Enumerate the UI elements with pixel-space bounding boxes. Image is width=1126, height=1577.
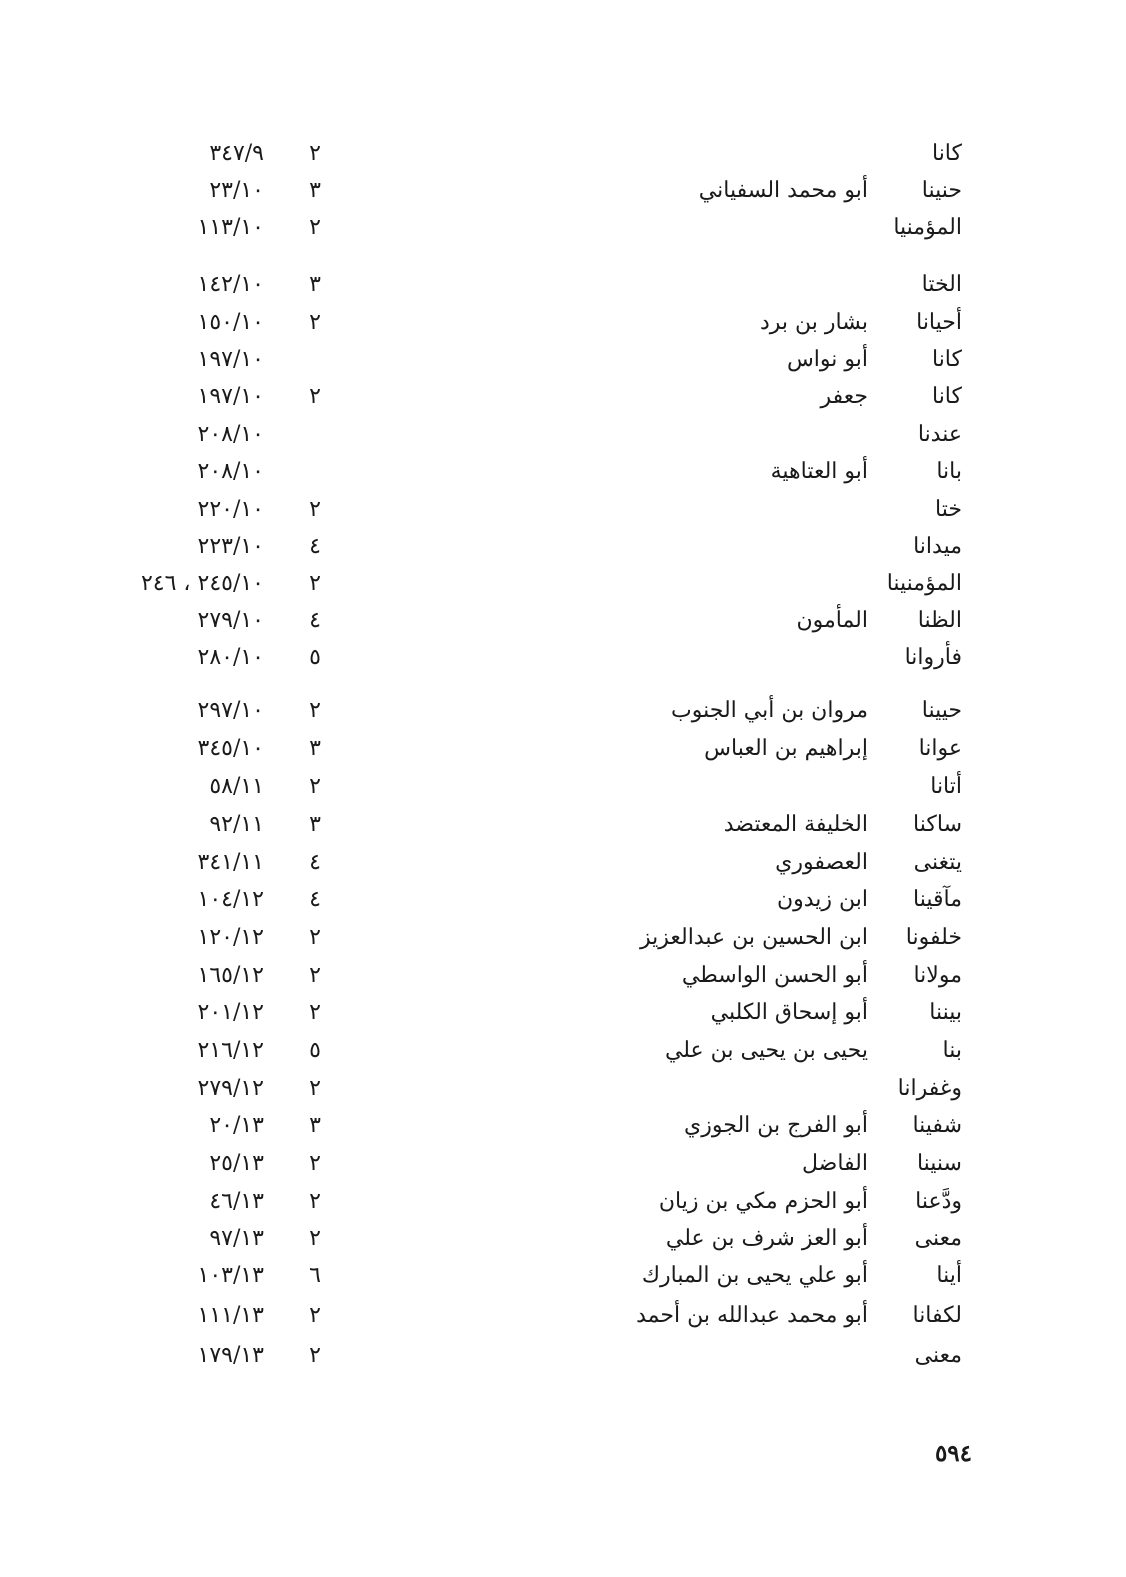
index-entry-row <box>0 137 1126 171</box>
poet-name: أبو نواس <box>786 347 868 372</box>
verse-count: ٥ <box>309 645 321 670</box>
poet-name: بشار بن برد <box>760 310 868 335</box>
rhyme-word: ميدانا <box>913 534 962 559</box>
rhyme-word: وغفرانا <box>897 1076 962 1101</box>
volume-page-reference: ٢٣/١٠ <box>209 178 264 203</box>
index-entry-row <box>0 567 1126 601</box>
verse-count: ٢ <box>309 571 321 596</box>
volume-page-reference: ٢٤٥/١٠ ، ٢٤٦ <box>140 571 264 596</box>
index-entry-row <box>0 174 1126 208</box>
rhyme-word: ساكنا <box>913 812 962 837</box>
verse-count: ٢ <box>309 774 321 799</box>
rhyme-word: أحيانا <box>916 310 962 335</box>
volume-page-reference: ٢٩٧/١٠ <box>197 698 264 723</box>
poet-name: أبو إسحاق الكلبي <box>710 1000 868 1025</box>
verse-count: ٣ <box>309 178 321 203</box>
volume-page-reference: ٩٧/١٣ <box>209 1226 264 1251</box>
poet-name: ابن الحسين بن عبدالعزيز <box>639 925 868 950</box>
poet-name: الفاضل <box>802 1151 868 1176</box>
rhyme-word: أينا <box>936 1263 962 1288</box>
verse-count: ٢ <box>309 1151 321 1176</box>
index-entry-row <box>0 641 1126 675</box>
volume-page-reference: ١٧٩/١٣ <box>197 1343 264 1368</box>
rhyme-word: الظنا <box>917 608 962 633</box>
page-number: ٥٩٤ <box>934 1440 972 1467</box>
volume-page-reference: ٢٠/١٣ <box>209 1113 264 1138</box>
index-entry-row <box>0 211 1126 245</box>
volume-page-reference: ٢٠٨/١٠ <box>197 459 264 484</box>
index-entry-row <box>0 380 1126 414</box>
index-entry-row <box>0 808 1126 842</box>
poet-name: مروان بن أبي الجنوب <box>671 698 868 723</box>
volume-page-reference: ١٩٧/١٠ <box>197 347 264 372</box>
verse-count: ٢ <box>309 1226 321 1251</box>
index-entry-row <box>0 883 1126 917</box>
poet-name: أبو الحزم مكي بن زيان <box>658 1189 868 1214</box>
rhyme-word: معنى <box>914 1343 962 1368</box>
poet-name: أبو العز شرف بن علي <box>665 1226 868 1251</box>
rhyme-word: خلفونا <box>905 925 962 950</box>
index-entry-row <box>0 455 1126 489</box>
verse-count: ٤ <box>309 887 321 912</box>
poet-name: ابن زيدون <box>776 887 868 912</box>
volume-page-reference: ٣٤٧/٩ <box>209 141 264 166</box>
volume-page-reference: ١٥٠/١٠ <box>197 310 264 335</box>
volume-page-reference: ١٠٣/١٣ <box>197 1263 264 1288</box>
rhyme-word: بيننا <box>929 1000 962 1025</box>
index-entry-row <box>0 604 1126 638</box>
index-entry-row <box>0 732 1126 766</box>
volume-page-reference: ١٦٥/١٢ <box>197 963 264 988</box>
volume-page-reference: ٢٠١/١٢ <box>197 1000 264 1025</box>
index-entry-row <box>0 530 1126 564</box>
poet-name: أبو محمد عبدالله بن أحمد <box>636 1303 868 1328</box>
poet-name: أبو العتاهية <box>770 459 868 484</box>
rhyme-word: يتغنى <box>913 850 962 875</box>
rhyme-word: عندنا <box>917 422 962 447</box>
rhyme-word: عوانا <box>918 736 962 761</box>
poet-name: إبراهيم بن العباس <box>704 736 868 761</box>
index-entry-row <box>0 1034 1126 1068</box>
index-entry-row <box>0 996 1126 1030</box>
verse-count: ٢ <box>309 1189 321 1214</box>
verse-count: ٢ <box>309 1343 321 1368</box>
index-entry-row <box>0 268 1126 302</box>
index-entry-row <box>0 959 1126 993</box>
volume-page-reference: ٢٢٠/١٠ <box>197 497 264 522</box>
verse-count: ٢ <box>309 141 321 166</box>
poet-name: العصفوري <box>775 850 868 875</box>
rhyme-word: ختا <box>935 497 962 522</box>
index-entry-row <box>0 1222 1126 1256</box>
index-entry-row <box>0 306 1126 340</box>
verse-count: ٢ <box>309 215 321 240</box>
rhyme-word: لكفانا <box>912 1303 962 1328</box>
index-entry-row <box>0 1299 1126 1333</box>
verse-count: ٢ <box>309 1303 321 1328</box>
poet-name: أبو الفرج بن الجوزي <box>684 1113 868 1138</box>
poet-name: أبو محمد السفياني <box>698 178 868 203</box>
verse-count: ٢ <box>309 1000 321 1025</box>
poet-name: المأمون <box>796 608 868 633</box>
rhyme-word: بانا <box>936 459 962 484</box>
index-entry-row <box>0 1259 1126 1293</box>
index-entry-row <box>0 418 1126 452</box>
volume-page-reference: ٢٧٩/١٢ <box>197 1076 264 1101</box>
rhyme-word: حنينا <box>921 178 962 203</box>
rhyme-word: ودَّعنا <box>915 1189 962 1214</box>
verse-count: ٤ <box>309 850 321 875</box>
verse-count: ٢ <box>309 698 321 723</box>
verse-count: ٥ <box>309 1038 321 1063</box>
verse-count: ٢ <box>309 384 321 409</box>
volume-page-reference: ٢٨٠/١٠ <box>197 645 264 670</box>
volume-page-reference: ٤٦/١٣ <box>209 1189 264 1214</box>
verse-count: ٢ <box>309 963 321 988</box>
verse-count: ٣ <box>309 272 321 297</box>
index-entry-row <box>0 343 1126 377</box>
volume-page-reference: ٣٤١/١١ <box>197 850 264 875</box>
rhyme-word: أتانا <box>930 774 962 799</box>
index-entry-row <box>0 1185 1126 1219</box>
index-entry-row <box>0 921 1126 955</box>
volume-page-reference: ٢٠٨/١٠ <box>197 422 264 447</box>
poet-name: يحيى بن يحيى بن علي <box>664 1038 868 1063</box>
volume-page-reference: ٣٤٥/١٠ <box>197 736 264 761</box>
verse-count: ٣ <box>309 812 321 837</box>
rhyme-word: شفينا <box>912 1113 962 1138</box>
verse-count: ٢ <box>309 925 321 950</box>
index-entry-row <box>0 1147 1126 1181</box>
poet-name: جعفر <box>820 384 868 409</box>
verse-count: ٦ <box>309 1263 321 1288</box>
poet-name: الخليفة المعتضد <box>723 812 868 837</box>
verse-count: ٣ <box>309 1113 321 1138</box>
poet-name: أبو علي يحيى بن المبارك <box>641 1263 868 1288</box>
rhyme-word: كانا <box>931 347 962 372</box>
rhyme-word: معنى <box>914 1226 962 1251</box>
poet-name: أبو الحسن الواسطي <box>681 963 868 988</box>
rhyme-word: كانا <box>931 141 962 166</box>
volume-page-reference: ١٩٧/١٠ <box>197 384 264 409</box>
rhyme-word: مولانا <box>913 963 962 988</box>
rhyme-word: حيينا <box>921 698 962 723</box>
index-entry-row <box>0 1339 1126 1373</box>
volume-page-reference: ١١٣/١٠ <box>197 215 264 240</box>
index-entry-row <box>0 1109 1126 1143</box>
rhyme-word: الختا <box>921 272 962 297</box>
volume-page-reference: ١١١/١٣ <box>197 1303 264 1328</box>
rhyme-word: مآقينا <box>913 887 962 912</box>
index-entry-row <box>0 770 1126 804</box>
verse-count: ٢ <box>309 497 321 522</box>
verse-count: ٢ <box>309 310 321 335</box>
rhyme-word: بنا <box>942 1038 962 1063</box>
index-entry-row <box>0 846 1126 880</box>
volume-page-reference: ٩٢/١١ <box>209 812 264 837</box>
rhyme-word: المؤمنيا <box>893 215 962 240</box>
verse-count: ٢ <box>309 1076 321 1101</box>
verse-count: ٤ <box>309 534 321 559</box>
index-entry-row <box>0 694 1126 728</box>
volume-page-reference: ١٠٤/١٢ <box>197 887 264 912</box>
volume-page-reference: ٢٥/١٣ <box>209 1151 264 1176</box>
verse-count: ٣ <box>309 736 321 761</box>
volume-page-reference: ٢٧٩/١٠ <box>197 608 264 633</box>
rhyme-word: المؤمنينا <box>886 571 962 596</box>
index-entry-row <box>0 1072 1126 1106</box>
volume-page-reference: ١٤٢/١٠ <box>197 272 264 297</box>
rhyme-word: سنينا <box>916 1151 962 1176</box>
volume-page-reference: ٢٢٣/١٠ <box>197 534 264 559</box>
rhyme-word: فأروانا <box>904 645 962 670</box>
volume-page-reference: ١٢٠/١٢ <box>197 925 264 950</box>
index-entry-row <box>0 493 1126 527</box>
verse-count: ٤ <box>309 608 321 633</box>
rhyme-word: كانا <box>931 384 962 409</box>
volume-page-reference: ٢١٦/١٢ <box>197 1038 264 1063</box>
volume-page-reference: ٥٨/١١ <box>209 774 264 799</box>
